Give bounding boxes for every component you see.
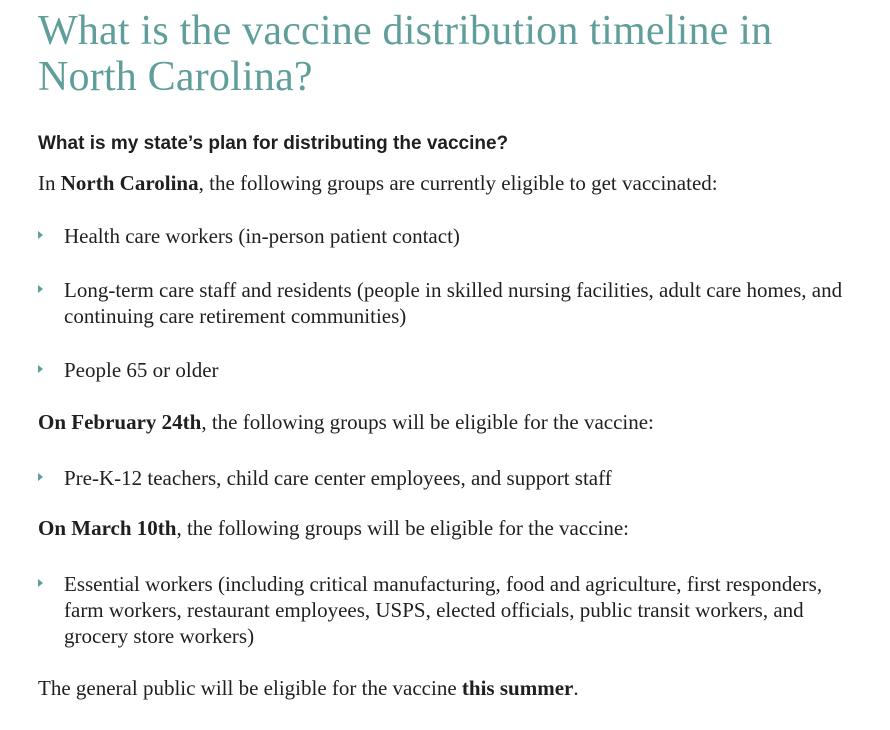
mar-eligibility-intro (38, 515, 852, 541)
state-name: North Carolina (60, 171, 199, 195)
feb-date: On February 24th (38, 410, 202, 434)
mar-eligible-list (38, 571, 852, 649)
feb-eligibility-intro (38, 409, 852, 435)
current-eligibility-intro (38, 170, 852, 196)
bullet-icon (38, 285, 43, 293)
feb-eligible-list (38, 465, 852, 491)
list-item-text: Long-term care staff and residents (people in skilled nursing facilities, adult care homes, and continuing care retirement communities) (64, 278, 843, 328)
closing-timeframe: this summer (461, 676, 574, 700)
list-item-text: Essential workers (including critical manufacturing, food and agriculture, first responders, farm workers, restaurant employees, USPS, elected officials, public transit workers, and grocery store workers) (64, 572, 823, 648)
closing-suffix: . (573, 676, 579, 700)
bullet-icon (38, 231, 43, 239)
bullet-icon (38, 579, 43, 587)
current-eligible-list (38, 223, 852, 383)
closing-prefix: The general public will be eligible for the vaccine (38, 676, 462, 700)
list-item (38, 223, 852, 249)
list-item (38, 357, 852, 383)
mar-suffix: , the following groups will be eligible for the vaccine: (176, 516, 629, 540)
list-item (38, 277, 852, 329)
intro-suffix: , the following groups are currently eligible to get vaccinated: (198, 171, 718, 195)
list-item-text: Pre-K-12 teachers, child care center employees, and support staff (64, 466, 612, 490)
bullet-icon (38, 365, 43, 373)
feb-suffix: , the following groups will be eligible for the vaccine: (201, 410, 654, 434)
intro-prefix: In (38, 171, 61, 195)
list-item (38, 571, 852, 649)
list-item (38, 465, 852, 491)
section-subtitle: What is my state’s plan for distributing the vaccine? (38, 133, 509, 154)
bullet-icon (38, 473, 43, 481)
list-item-text: People 65 or older (64, 358, 219, 382)
page-title: What is the vaccine distribution timeline in North Carolina? (38, 8, 773, 100)
closing-statement (38, 675, 852, 701)
list-item-text: Health care workers (in-person patient contact) (64, 224, 460, 248)
mar-date: On March 10th (38, 516, 177, 540)
